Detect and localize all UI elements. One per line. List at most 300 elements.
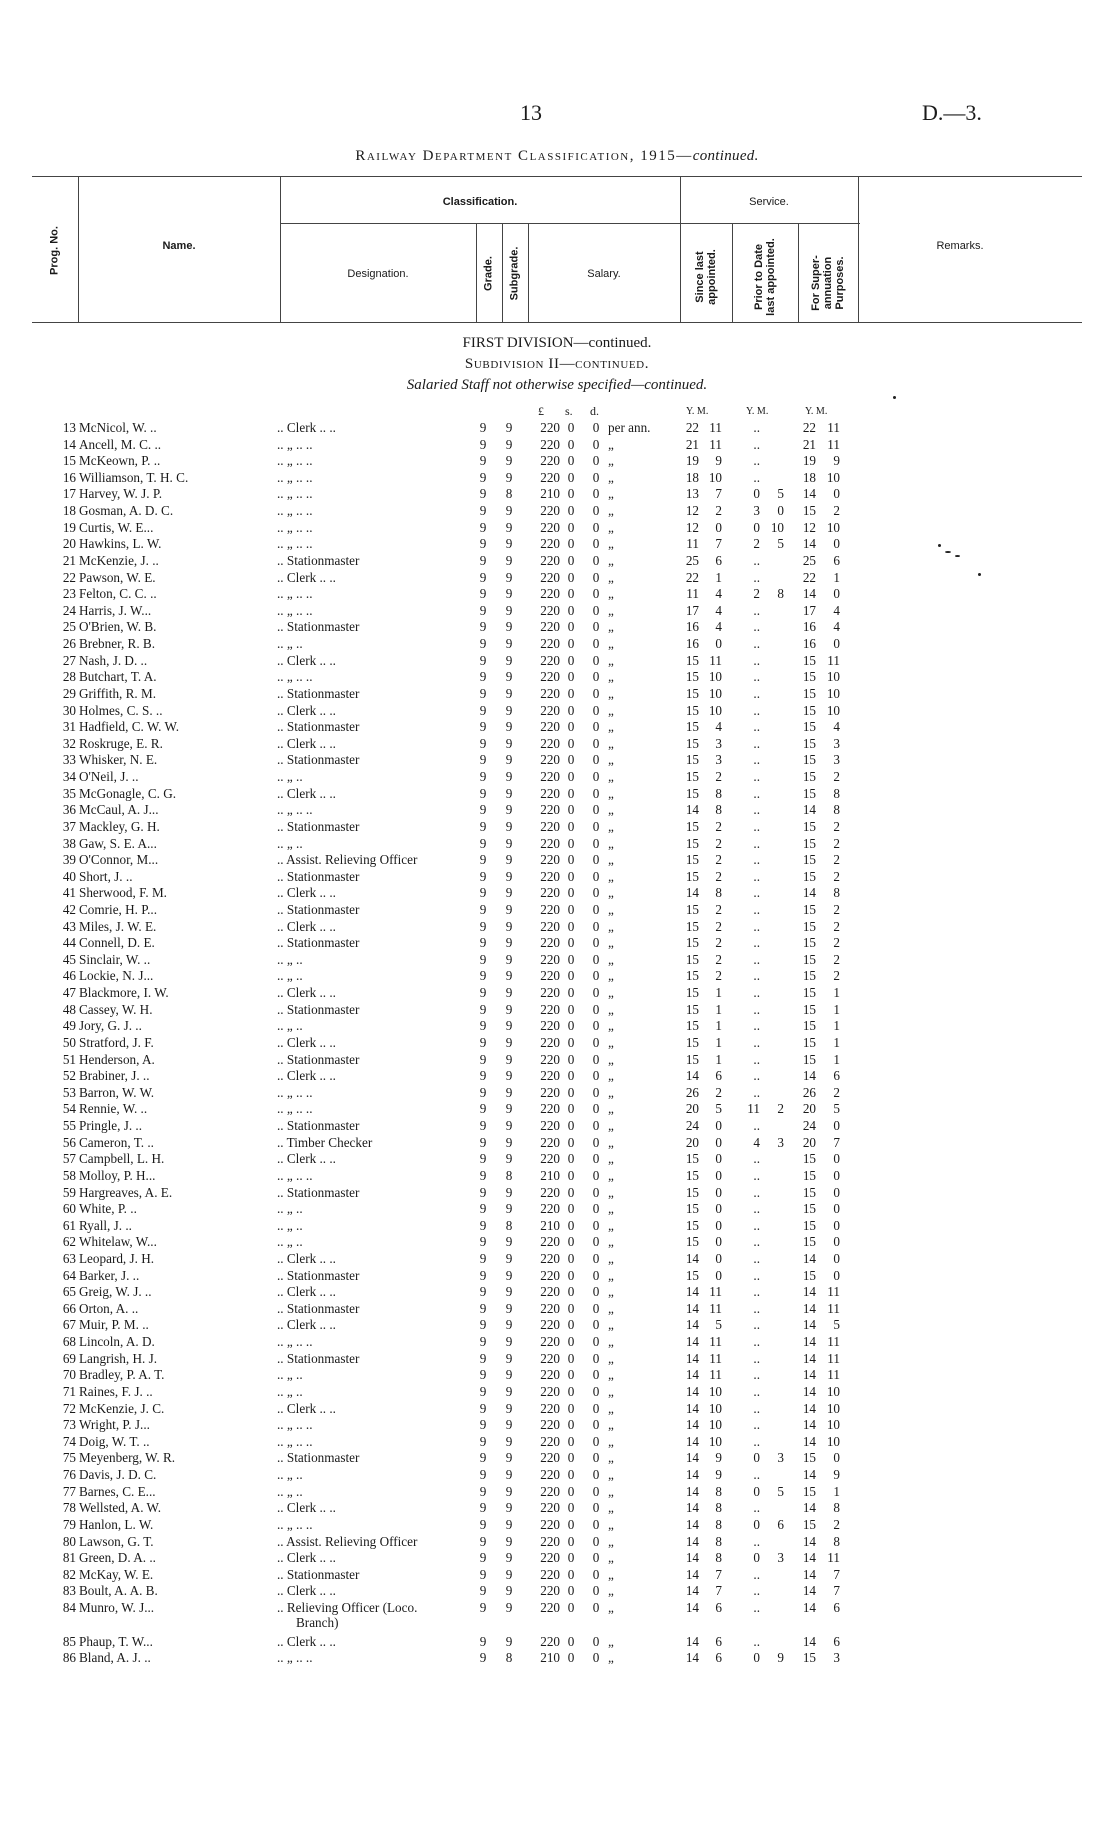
prog-no: 84 (62, 1600, 76, 1616)
salary-pence: 0 (592, 918, 600, 934)
since-months: 2 (715, 951, 722, 967)
salary-pence: 0 (592, 1334, 600, 1350)
super-years: 25 (802, 552, 816, 568)
subgrade: 9 (505, 1284, 513, 1300)
prog-no: 81 (62, 1550, 76, 1566)
since-years: 14 (685, 1600, 699, 1616)
prog-no: 80 (62, 1533, 76, 1549)
subgrade: 9 (505, 652, 513, 668)
salary-period: „ (608, 1300, 614, 1316)
salary-pence: 0 (592, 1300, 600, 1316)
salary-pence: 0 (592, 652, 600, 668)
salary-shillings: 0 (567, 1251, 575, 1266)
grade: 9 (479, 685, 487, 701)
grade: 9 (479, 818, 487, 834)
since-years: 17 (685, 602, 699, 618)
salary-pence: 0 (592, 669, 600, 685)
super-years: 15 (802, 818, 816, 834)
salary-pence: 0 (592, 1217, 600, 1233)
salary-shillings: 0 (567, 519, 575, 535)
salary-period: „ (608, 1184, 614, 1200)
staff-name: Holmes, C. S. .. (79, 702, 163, 718)
grade: 9 (479, 735, 487, 751)
salary-pence: 0 (592, 968, 600, 984)
since-months: 11 (709, 1350, 722, 1366)
subgrade: 9 (505, 1600, 513, 1616)
prog-no: 70 (62, 1367, 76, 1383)
salary-shillings: 0 (567, 1134, 575, 1150)
designation: .. „ .. .. (277, 802, 313, 818)
table-row (0, 1151, 1114, 1166)
prog-no: 46 (62, 968, 76, 984)
since-years: 14 (685, 1516, 699, 1532)
super-years: 14 (802, 1533, 816, 1549)
salary-pounds: 220 (540, 1284, 560, 1300)
salary-shillings: 0 (567, 1566, 575, 1582)
table-row (0, 1218, 1114, 1233)
prog-no: 53 (62, 1084, 76, 1100)
prior-years: 2 (753, 536, 760, 552)
prog-no: 35 (62, 785, 76, 801)
since-months: 10 (708, 1383, 722, 1399)
grade: 9 (479, 1084, 487, 1100)
salary-pounds: 220 (540, 519, 560, 535)
salary-pounds: 220 (540, 885, 560, 901)
table-row (0, 1301, 1114, 1316)
salary-shillings: 0 (567, 1467, 575, 1483)
since-years: 14 (685, 1650, 699, 1666)
prog-no: 36 (62, 802, 76, 818)
staff-name: Brebner, R. B. (79, 636, 156, 652)
since-years: 16 (685, 636, 699, 652)
table-row (0, 536, 1114, 551)
super-months: 0 (833, 586, 840, 602)
designation: .. „ .. (277, 1483, 303, 1499)
salary-period: „ (608, 1516, 614, 1532)
prog-no: 86 (62, 1650, 76, 1666)
salary-shillings: 0 (567, 885, 575, 901)
salary-pence: 0 (592, 1516, 600, 1532)
prog-no: 18 (62, 503, 76, 519)
since-years: 11 (686, 536, 699, 552)
prog-no: 27 (62, 652, 76, 668)
since-months: 0 (715, 636, 722, 652)
salary-pounds: 220 (540, 602, 560, 618)
table-row (0, 1600, 1114, 1631)
salary-shillings: 0 (567, 602, 575, 618)
salary-period: „ (608, 735, 614, 751)
salary-period: „ (608, 852, 614, 868)
since-years: 15 (685, 1217, 699, 1233)
since-years: 12 (685, 519, 699, 535)
salary-pounds: 210 (540, 1167, 560, 1183)
super-months: 4 (833, 719, 840, 735)
prior-years: .. (753, 1367, 760, 1383)
prior-years: .. (753, 1533, 760, 1549)
super-months: 0 (833, 1267, 840, 1283)
salary-shillings: 0 (567, 1633, 575, 1649)
salary-period: „ (608, 486, 614, 502)
super-months: 8 (833, 802, 840, 818)
subgrade: 9 (505, 1367, 513, 1383)
super-months: 11 (827, 1350, 840, 1366)
since-months: 2 (715, 968, 722, 984)
since-years: 14 (685, 1566, 699, 1582)
staff-name: Harris, J. W... (79, 602, 152, 618)
staff-name: Brabiner, J. .. (79, 1068, 150, 1084)
grade: 9 (479, 436, 487, 452)
super-months: 11 (827, 1550, 840, 1566)
super-years: 22 (802, 569, 816, 585)
staff-name: Wright, P. J... (79, 1417, 150, 1433)
salary-period: „ (608, 1234, 614, 1250)
staff-name: McNicol, W. .. (79, 420, 157, 435)
grade: 9 (479, 1367, 487, 1383)
header-prior: Prior to Date last appointed. (753, 238, 777, 316)
since-years: 18 (685, 469, 699, 485)
salary-period: „ (608, 1051, 614, 1067)
designation: .. „ .. .. (277, 1433, 313, 1449)
table-row (0, 852, 1114, 867)
since-years: 15 (685, 852, 699, 868)
salary-shillings: 0 (567, 1101, 575, 1117)
salary-pence: 0 (592, 1317, 600, 1333)
prog-no: 59 (62, 1184, 76, 1200)
salary-pence: 0 (592, 752, 600, 768)
salary-pounds: 220 (540, 1084, 560, 1100)
super-years: 15 (802, 1234, 816, 1250)
prog-no: 52 (62, 1068, 76, 1084)
since-months: 5 (715, 1317, 722, 1333)
since-years: 15 (685, 1267, 699, 1283)
super-years: 14 (802, 1566, 816, 1582)
salary-pence: 0 (592, 1400, 600, 1416)
salary-period: „ (608, 1001, 614, 1017)
prior-months: 3 (777, 1550, 784, 1566)
prior-years: .. (753, 1633, 760, 1649)
since-months: 0 (715, 1151, 722, 1167)
grade: 9 (479, 769, 487, 785)
prog-no: 16 (62, 469, 76, 485)
prior-months: 3 (777, 1134, 784, 1150)
prog-no: 65 (62, 1284, 76, 1300)
salary-period: „ (608, 685, 614, 701)
prior-years: .. (753, 469, 760, 485)
table-row (0, 1384, 1114, 1399)
grade: 9 (479, 1400, 487, 1416)
table-row (0, 1450, 1114, 1465)
prior-years: .. (753, 918, 760, 934)
since-years: 14 (685, 1550, 699, 1566)
salary-pounds: 220 (540, 1600, 560, 1616)
prior-years: 4 (753, 1134, 760, 1150)
prior-years: 0 (753, 1450, 760, 1466)
staff-name: Lawson, G. T. (79, 1533, 154, 1549)
designation: .. Assist. Relieving Officer (277, 1533, 418, 1549)
salary-period: „ (608, 586, 614, 602)
salary-period: „ (608, 1500, 614, 1516)
grade: 9 (479, 1001, 487, 1017)
since-months: 6 (715, 1068, 722, 1084)
staff-name: Whisker, N. E. (79, 752, 158, 768)
since-years: 15 (685, 1001, 699, 1017)
super-years: 14 (802, 1467, 816, 1483)
salary-pounds: 220 (540, 1533, 560, 1549)
table-row (0, 1634, 1114, 1649)
salary-period: „ (608, 719, 614, 735)
grade: 9 (479, 1051, 487, 1067)
staff-name: Cameron, T. .. (79, 1134, 154, 1150)
staff-name: Wellsted, A. W. (79, 1500, 162, 1516)
since-years: 11 (686, 586, 699, 602)
super-months: 2 (833, 769, 840, 785)
salary-shillings: 0 (567, 719, 575, 735)
table-row (0, 1234, 1114, 1249)
grade: 9 (479, 636, 487, 652)
super-months: 0 (833, 1251, 840, 1266)
salary-pence: 0 (592, 1184, 600, 1200)
table-row (0, 1467, 1114, 1482)
salary-pence: 0 (592, 469, 600, 485)
subgrade: 9 (505, 1201, 513, 1217)
subgrade: 9 (505, 735, 513, 751)
salary-pence: 0 (592, 1500, 600, 1516)
prior-months: 5 (777, 486, 784, 502)
subgrade: 9 (505, 818, 513, 834)
salary-pence: 0 (592, 1101, 600, 1117)
classification-rule (280, 223, 860, 224)
prog-no: 74 (62, 1433, 76, 1449)
section-staff: Salaried Staff not otherwise specified—continued. (406, 377, 708, 393)
grade: 9 (479, 702, 487, 718)
table-row (0, 636, 1114, 651)
since-months: 8 (715, 1550, 722, 1566)
staff-name: Mackley, G. H. (79, 818, 160, 834)
subgrade: 9 (505, 1051, 513, 1067)
staff-name: White, P. .. (79, 1201, 137, 1217)
subgrade: 9 (505, 1018, 513, 1034)
staff-name: Barnes, C. E... (79, 1483, 156, 1499)
designation: .. Stationmaster (277, 619, 360, 635)
super-months: 0 (833, 1167, 840, 1183)
salary-shillings: 0 (567, 652, 575, 668)
super-months: 3 (833, 752, 840, 768)
salary-pounds: 220 (540, 735, 560, 751)
subgrade: 9 (505, 702, 513, 718)
since-months: 5 (715, 1101, 722, 1117)
staff-name: Miles, J. W. E. (79, 918, 157, 934)
salary-shillings: 0 (567, 1217, 575, 1233)
designation: .. Stationmaster (277, 818, 360, 834)
staff-name: Nash, J. D. .. (79, 652, 148, 668)
prog-no: 38 (62, 835, 76, 851)
since-years: 15 (685, 652, 699, 668)
since-months: 2 (715, 918, 722, 934)
salary-pounds: 220 (540, 702, 560, 718)
super-years: 20 (802, 1134, 816, 1150)
grade: 9 (479, 469, 487, 485)
salary-pence: 0 (592, 1600, 600, 1616)
table-row (0, 1118, 1114, 1133)
staff-name: Pawson, W. E. (79, 569, 156, 585)
table-row (0, 1268, 1114, 1283)
super-years: 14 (802, 1251, 816, 1266)
since-years: 14 (685, 1367, 699, 1383)
table-row (0, 570, 1114, 585)
header-superannuation: For Super-annuation Purposes. (810, 255, 846, 311)
salary-pounds: 220 (540, 901, 560, 917)
super-months: 11 (827, 1284, 840, 1300)
salary-period: „ (608, 918, 614, 934)
grade: 9 (479, 1251, 487, 1266)
super-months: 10 (826, 519, 840, 535)
staff-name: Harvey, W. J. P. (79, 486, 163, 502)
subgrade: 9 (505, 1317, 513, 1333)
section-division: FIRST DIVISION—continued. (462, 335, 652, 351)
table-row (0, 603, 1114, 618)
since-months: 2 (715, 769, 722, 785)
subgrade: 9 (505, 453, 513, 469)
prior-years: .. (753, 1284, 760, 1300)
designation: .. Stationmaster (277, 1350, 360, 1366)
staff-name: Doig, W. T. .. (79, 1433, 150, 1449)
since-months: 8 (715, 1483, 722, 1499)
salary-shillings: 0 (567, 552, 575, 568)
salary-period: „ (608, 769, 614, 785)
prior-years: .. (753, 1034, 760, 1050)
grade: 9 (479, 719, 487, 735)
table-row (0, 703, 1114, 718)
grade: 9 (479, 1383, 487, 1399)
subgrade: 9 (505, 1267, 513, 1283)
salary-period: „ (608, 1600, 614, 1616)
salary-pence: 0 (592, 519, 600, 535)
staff-name: Stratford, J. F. (79, 1034, 154, 1050)
staff-name: Short, J. .. (79, 868, 133, 884)
designation: .. Clerk .. .. (277, 1400, 336, 1416)
subgrade: 9 (505, 602, 513, 618)
prog-no: 47 (62, 985, 76, 1001)
salary-shillings: 0 (567, 752, 575, 768)
salary-pounds: 210 (540, 486, 560, 502)
since-years: 15 (685, 1167, 699, 1183)
salary-pence: 0 (592, 1034, 600, 1050)
prior-years: .. (753, 968, 760, 984)
staff-name: Barker, J. .. (79, 1267, 140, 1283)
prog-no: 79 (62, 1516, 76, 1532)
since-months: 2 (715, 935, 722, 951)
subgrade: 9 (505, 1500, 513, 1516)
grade: 9 (479, 1267, 487, 1283)
subgrade: 9 (505, 1234, 513, 1250)
prog-no: 73 (62, 1417, 76, 1433)
super-months: 4 (833, 619, 840, 635)
grade: 9 (479, 901, 487, 917)
salary-pounds: 220 (540, 669, 560, 685)
since-years: 26 (685, 1084, 699, 1100)
unit-ym-2: Y. M. (746, 406, 769, 417)
salary-pounds: 220 (540, 1001, 560, 1017)
since-years: 15 (685, 1184, 699, 1200)
prior-months: 2 (777, 1101, 784, 1117)
since-months: 0 (715, 519, 722, 535)
salary-period: „ (608, 1118, 614, 1134)
since-months: 6 (715, 1633, 722, 1649)
salary-pence: 0 (592, 1550, 600, 1566)
staff-name: Pringle, J. .. (79, 1118, 143, 1134)
staff-name: Orton, A. .. (79, 1300, 139, 1316)
super-years: 14 (802, 486, 816, 502)
table-row (0, 1035, 1114, 1050)
staff-name: Hanlon, L. W. (79, 1516, 154, 1532)
prog-no: 49 (62, 1018, 76, 1034)
grade: 9 (479, 669, 487, 685)
staff-name: Hawkins, L. W. (79, 536, 162, 552)
subgrade: 9 (505, 968, 513, 984)
grade: 9 (479, 1350, 487, 1366)
table-row (0, 1417, 1114, 1432)
super-years: 17 (802, 602, 816, 618)
subgrade: 9 (505, 1550, 513, 1566)
since-years: 15 (685, 868, 699, 884)
table-row (0, 619, 1114, 634)
since-years: 15 (685, 1234, 699, 1250)
prior-years: .. (753, 985, 760, 1001)
unit-pound: £ (538, 404, 544, 418)
designation: .. Clerk .. .. (277, 1068, 336, 1084)
grade: 9 (479, 586, 487, 602)
since-months: 10 (708, 1417, 722, 1433)
prior-months: 9 (777, 1650, 784, 1666)
prog-no: 83 (62, 1583, 76, 1599)
salary-shillings: 0 (567, 1151, 575, 1167)
prior-years: .. (753, 1317, 760, 1333)
prior-years: 2 (753, 586, 760, 602)
table-row (0, 1401, 1114, 1416)
super-years: 14 (802, 1317, 816, 1333)
prog-no: 48 (62, 1001, 76, 1017)
table-row (0, 919, 1114, 934)
table-row (0, 935, 1114, 950)
table-row (0, 1484, 1114, 1499)
table-row (0, 1650, 1114, 1665)
page-number: 13 (520, 100, 542, 125)
since-months: 2 (715, 835, 722, 851)
table-row (0, 752, 1114, 767)
staff-name: Phaup, T. W... (79, 1633, 153, 1649)
subgrade: 9 (505, 868, 513, 884)
col-rule-7 (732, 223, 733, 322)
designation: .. Clerk .. .. (277, 785, 336, 801)
salary-shillings: 0 (567, 1367, 575, 1383)
salary-pence: 0 (592, 1201, 600, 1217)
prog-no: 33 (62, 752, 76, 768)
salary-period: „ (608, 569, 614, 585)
prior-months: 5 (777, 1483, 784, 1499)
super-years: 14 (802, 586, 816, 602)
prog-no: 72 (62, 1400, 76, 1416)
salary-pence: 0 (592, 1084, 600, 1100)
super-months: 0 (833, 636, 840, 652)
since-years: 16 (685, 619, 699, 635)
super-years: 15 (802, 1034, 816, 1050)
salary-shillings: 0 (567, 1068, 575, 1084)
since-years: 14 (685, 1583, 699, 1599)
since-months: 8 (715, 1533, 722, 1549)
staff-name: Whitelaw, W... (79, 1234, 157, 1250)
since-years: 20 (685, 1134, 699, 1150)
subgrade: 9 (505, 985, 513, 1001)
